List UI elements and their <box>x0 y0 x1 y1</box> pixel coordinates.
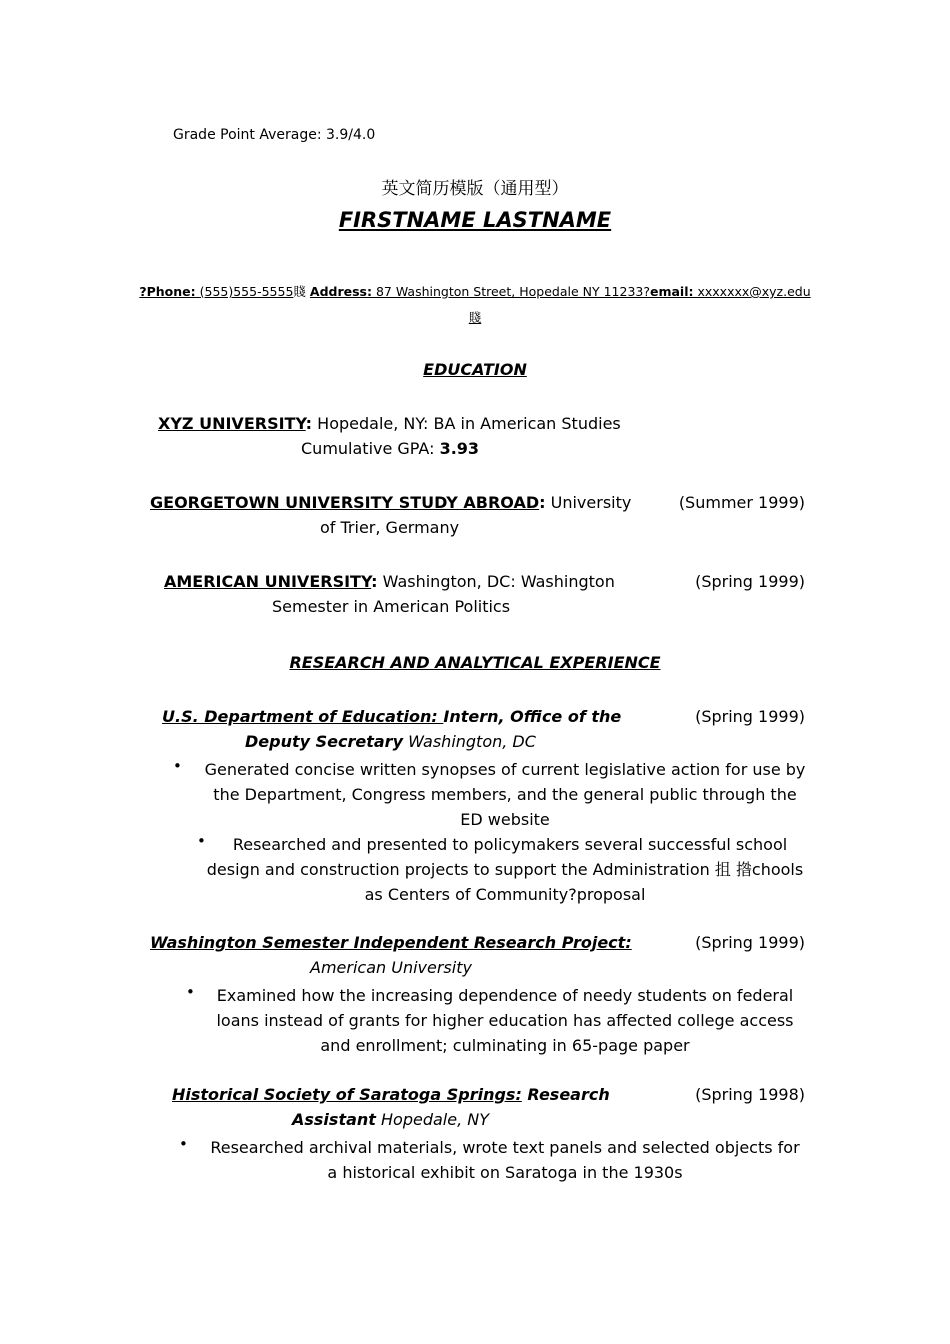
email-value[interactable]: xxxxxxx@xyz.edu <box>697 284 811 299</box>
org-detail: Washington, DC: Washington <box>382 572 615 591</box>
bullet-line: and enrollment; culminating in 65-page paper <box>320 1036 690 1055</box>
org-colon: : <box>539 493 546 512</box>
org-colon: : <box>371 572 378 591</box>
gpa-label: Cumulative GPA: <box>301 439 440 458</box>
education-gpa <box>301 436 479 461</box>
org-name: Historical Society of Saratoga Springs: <box>172 1085 522 1104</box>
research-entry-doe <box>162 704 621 729</box>
education-heading: EDUCATION <box>423 360 527 379</box>
phone-value: (555)555-5555 <box>199 284 294 299</box>
template-title: 英文简历模版（通用型） <box>381 179 569 199</box>
bullet-line: as Centers of Community?proposal <box>364 885 646 904</box>
org-name: AMERICAN UNIVERSITY <box>164 572 372 591</box>
address-value: 87 Washington Street, Hopedale NY 11233? <box>375 284 650 299</box>
address-label: Address: <box>309 284 372 299</box>
bullet-icon: • <box>197 832 206 850</box>
bullet-line: a historical exhibit on Saratoga in the 1930s <box>327 1163 683 1182</box>
contact-line <box>0 282 950 300</box>
education-entry-xyz <box>158 411 621 436</box>
bullet-icon: • <box>173 757 182 775</box>
gpa-line: Grade Point Average: 3.9/4.0 <box>173 127 376 143</box>
bullet-line: Generated concise written synopses of current legislative action for use by <box>204 760 806 779</box>
separator-glyph-2: 賤 <box>468 310 482 325</box>
research-entry-washington: Washington Semester Independent Research Project: <box>150 933 632 952</box>
org-detail-line2: Semester in American Politics <box>272 597 511 616</box>
bullet-text <box>200 757 810 832</box>
role-title-2: Assistant <box>292 1110 376 1129</box>
entry-date: (Spring 1999) <box>695 707 805 726</box>
bullet-text <box>200 1135 810 1185</box>
education-entry-georgetown <box>150 490 631 515</box>
org-colon: : <box>305 414 313 433</box>
role-line2 <box>292 1107 489 1132</box>
entry-date: (Summer 1999) <box>678 493 805 512</box>
separator-glyph: 賤 <box>293 284 306 299</box>
bullet-line: design and construction projects to support the Administration 抯 揝chools <box>206 860 804 879</box>
bullet-line: the Department, Congress members, and the general public through the <box>213 785 797 804</box>
bullet-line: Researched and presented to policymakers several successful school <box>232 835 788 854</box>
bullet-text <box>200 832 810 907</box>
entry-date: (Spring 1999) <box>695 572 805 591</box>
email-label: email: <box>649 284 694 299</box>
research-entry-saratoga <box>172 1082 610 1107</box>
role-location: American University <box>310 958 472 977</box>
entry-date: (Spring 1998) <box>695 1085 805 1104</box>
org-detail: Hopedale, NY: BA in American Studies <box>317 414 621 433</box>
bullet-line: Examined how the increasing dependence of needy students on federal <box>216 986 794 1005</box>
org-name: U.S. Department of Education: <box>162 707 444 726</box>
org-detail-line2: of Trier, Germany <box>320 518 460 537</box>
org-detail: University <box>550 493 632 512</box>
phone-label: ?Phone: <box>139 284 196 299</box>
education-entry-american <box>164 569 615 594</box>
bullet-icon: • <box>186 983 195 1001</box>
org-name: XYZ UNIVERSITY <box>158 414 306 433</box>
bullet-icon: • <box>179 1135 188 1153</box>
bullet-line: Researched archival materials, wrote text panels and selected objects for <box>210 1138 800 1157</box>
resume-name: FIRSTNAME LASTNAME <box>338 208 612 232</box>
gpa-value: 3.93 <box>439 439 480 458</box>
entry-date: (Spring 1999) <box>695 933 805 952</box>
research-heading: RESEARCH AND ANALYTICAL EXPERIENCE <box>289 653 661 672</box>
role-location: Hopedale, NY <box>375 1110 489 1129</box>
role-title: Intern, Office of the <box>443 707 622 726</box>
org-name: GEORGETOWN UNIVERSITY STUDY ABROAD <box>150 493 540 512</box>
bullet-line: loans instead of grants for higher education has affected college access <box>216 1011 794 1030</box>
role-location: Washington, DC <box>403 732 536 751</box>
bullet-text <box>200 983 810 1058</box>
role-title-2: Deputy Secretary <box>245 732 403 751</box>
role-title: Research <box>521 1085 610 1104</box>
role-line2 <box>245 729 536 754</box>
bullet-line: ED website <box>460 810 550 829</box>
